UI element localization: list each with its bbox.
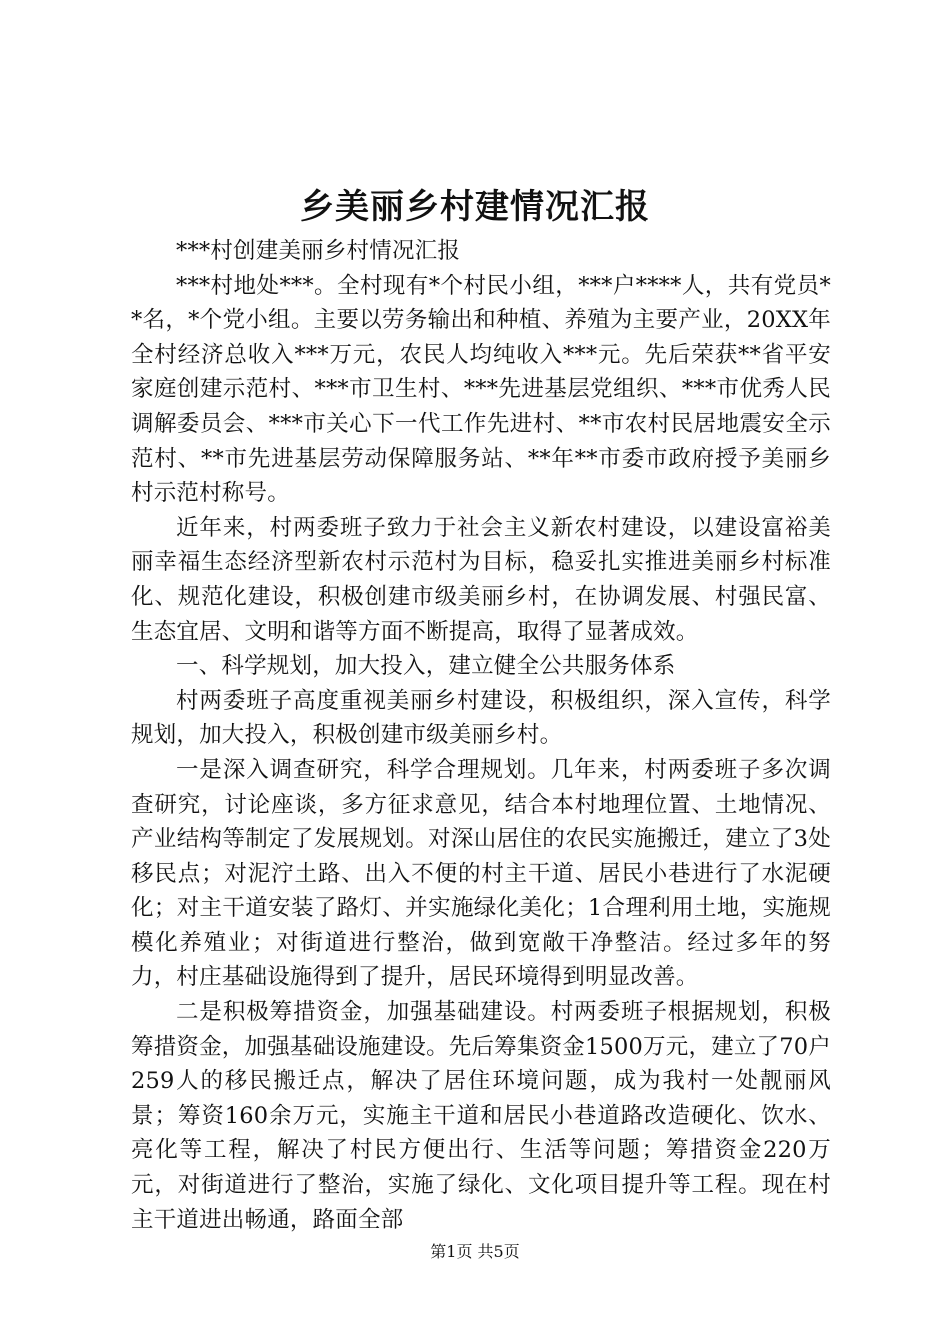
document-title: 乡美丽乡村建情况汇报	[300, 187, 650, 227]
paragraph-recent-years: 近年来，村两委班子致力于社会主义新农村建设，以建设富裕美丽幸福生态经济型新农村示范村为目标，稳妥扎实推进美丽乡村标准化、规范化建设，积极创建市级美丽乡村，在协调发展、村强民富、生态宜居、文明和谐等方面不断提高，取得了显著成效。	[131, 514, 831, 645]
page-footer: 第1页 共5页	[430, 1242, 520, 1261]
paragraph-section-intro: 村两委班子高度重视美丽乡村建设，积极组织，深入宣传，科学规划，加大投入，积极创建市级美丽乡村。	[131, 687, 831, 749]
paragraph-village-overview: ***村地处***。全村现有*个村民小组，***户****人，共有党员**名，*个党小组。主要以劳务输出和种植、养殖为主要产业，20XX年全村经济总收入***万元，农民人均纯收入***元。先后荣获**省平安家庭创建示范村、***市卫生村、***先进基层党组织、***市优秀人民调解委员会、***市关心下一代工作先进村、**市农村民居地震安全示范村、**市先进基层劳动保障服务站、**年**市委市政府授予美丽乡村示范村称号。	[131, 272, 831, 507]
paragraph-point-two: 二是积极筹措资金，加强基础建设。村两委班子根据规划，积极筹措资金，加强基础设施建设。先后筹集资金1500万元，建立了70户259人的移民搬迁点，解决了居住环境问题，成为我村一处靓丽风景；筹资160余万元，实施主干道和居民小巷道路改造硬化、饮水、亮化等工程，解决了村民方便出行、生活等问题；筹措资金220万元，对街道进行了整治，实施了绿化、文化项目提升等工程。现在村主干道进出畅通，路面全部	[131, 999, 831, 1233]
paragraph-point-one: 一是深入调查研究，科学合理规划。几年来，村两委班子多次调查研究，讨论座谈，多方征求意见，结合本村地理位置、土地情况、产业结构等制定了发展规划。对深山居住的农民实施搬迁，建立了3处移民点；对泥泞土路、出入不便的村主干道、居民小巷进行了水泥硬化；对主干道安装了路灯、并实施绿化美化；1合理利用土地，实施规模化养殖业；对街道进行整治，做到宽敞干净整洁。经过多年的努力，村庄基础设施得到了提升，居民环境得到明显改善。	[131, 756, 831, 991]
document-body	[131, 234, 831, 1237]
paragraph-subtitle: ***村创建美丽乡村情况汇报	[176, 238, 461, 264]
section-heading-1: 一、科学规划，加大投入，建立健全公共服务体系	[176, 653, 676, 680]
